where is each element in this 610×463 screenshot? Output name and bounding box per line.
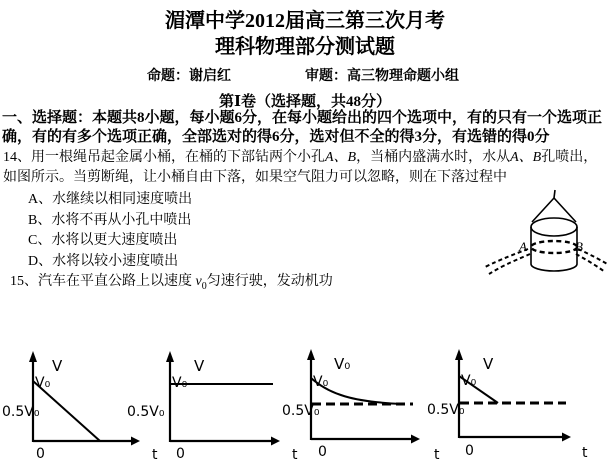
section-title: 第Ⅰ卷（选择题，共48分） — [218, 94, 392, 110]
water-jet-left — [489, 254, 530, 274]
stem-hole-labels: A、B — [510, 150, 542, 165]
byline-reviewer: 审题：高三物理命题小组 — [305, 69, 459, 84]
exam-subtitle: 理科物理部分测试题 — [215, 36, 395, 58]
velocity-subscript: 0 — [201, 280, 207, 292]
graph-2-t-label: t — [292, 447, 298, 463]
graph-1-v0-label: V₀ — [35, 375, 51, 391]
graph-3-v0-label: V₀ — [313, 374, 329, 390]
graph-3-half-v0-label: 0.5V₀ — [282, 403, 320, 419]
stem-text: 14、用一根绳吊起金属小桶，在桶的下部钻两个小孔 — [3, 150, 325, 165]
stem-text: 匀速行驶，发动机功 — [206, 274, 333, 289]
graph-4-v0-label: V₀ — [461, 373, 477, 389]
graph-4-x-arrow — [562, 433, 571, 442]
bucket-top-rim — [531, 218, 577, 236]
graph-2-y-arrow — [166, 351, 174, 362]
graph-4-title: V — [483, 355, 494, 373]
graph-4-t-label: t — [582, 445, 588, 461]
graph-2-origin-label: 0 — [176, 446, 185, 462]
graph-2-half-v0-label: 0.5V₀ — [127, 404, 165, 420]
choice-section-instructions: 一、选择题：本题共8小题，每小题6分，在每小题给出的四个选项中，有的只有一个选项正确，有的有多个选项正确，全部选对的得6分，选对但不全的得3分，有选错的得0分 — [2, 110, 603, 145]
velocity-symbol: v — [195, 274, 202, 289]
stem-text: 孔喷出，如图所示。当剪断绳，让小桶自由下落，如果空气阻力可以忽略，则在下落过程中 — [3, 150, 598, 185]
question-14-options — [28, 190, 348, 272]
water-jet-right — [576, 254, 605, 272]
graph-2-title: V — [194, 357, 205, 375]
graph-3-title: V₀ — [334, 355, 351, 373]
option-c: C、水将以更大速度喷出 — [28, 233, 178, 249]
option-d: D、水将以较小速度喷出 — [28, 253, 179, 269]
graph-1-x-arrow — [131, 437, 140, 446]
byline-question-setter: 命题：谢启红 — [147, 69, 231, 84]
hole-a-label: A — [519, 239, 527, 254]
question-15-stem — [10, 272, 440, 296]
graph-4 — [427, 349, 588, 461]
velocity-time-graphs — [0, 345, 610, 463]
option-a: A、水继续以相同速度喷出 — [28, 192, 193, 207]
stem-text: 15、汽车在平直公路上以速度 — [10, 274, 196, 289]
graph-3 — [282, 349, 440, 463]
graph-1-title: V — [52, 357, 63, 375]
graph-3-origin-label: 0 — [318, 444, 327, 460]
question-14-stem — [3, 148, 599, 187]
hole-level-dashed-ellipse — [531, 241, 577, 253]
stem-text: ，当桶内盛满水时，水从 — [356, 150, 511, 165]
graph-4-y-arrow — [455, 349, 463, 360]
hole-b-label: B — [575, 239, 583, 254]
graph-3-t-label: t — [434, 447, 440, 463]
graph-4-origin-label: 0 — [465, 443, 474, 459]
graph-1-origin-label: 0 — [36, 446, 45, 462]
graph-2-v0-label: V₀ — [172, 375, 188, 391]
graph-1-half-v0-label: 0.5V₀ — [2, 404, 40, 420]
graph-2-x-arrow — [271, 437, 280, 446]
graph-3-y-arrow — [307, 349, 315, 360]
graph-4-half-v0-label: 0.5V₀ — [427, 402, 465, 418]
stem-hole-labels: A、B — [325, 150, 357, 165]
bucket-bottom — [531, 264, 577, 271]
rope-line — [554, 190, 555, 198]
bucket-sides — [531, 227, 577, 264]
graph-1-t-label: t — [152, 447, 158, 463]
exam-title: 湄潭中学2012届高三第三次月考 — [165, 10, 445, 32]
graph-1-y-arrow — [29, 351, 37, 362]
option-b: B、水将不再从小孔中喷出 — [28, 212, 192, 228]
graph-3-x-arrow — [411, 435, 420, 444]
bucket-figure — [475, 185, 610, 300]
